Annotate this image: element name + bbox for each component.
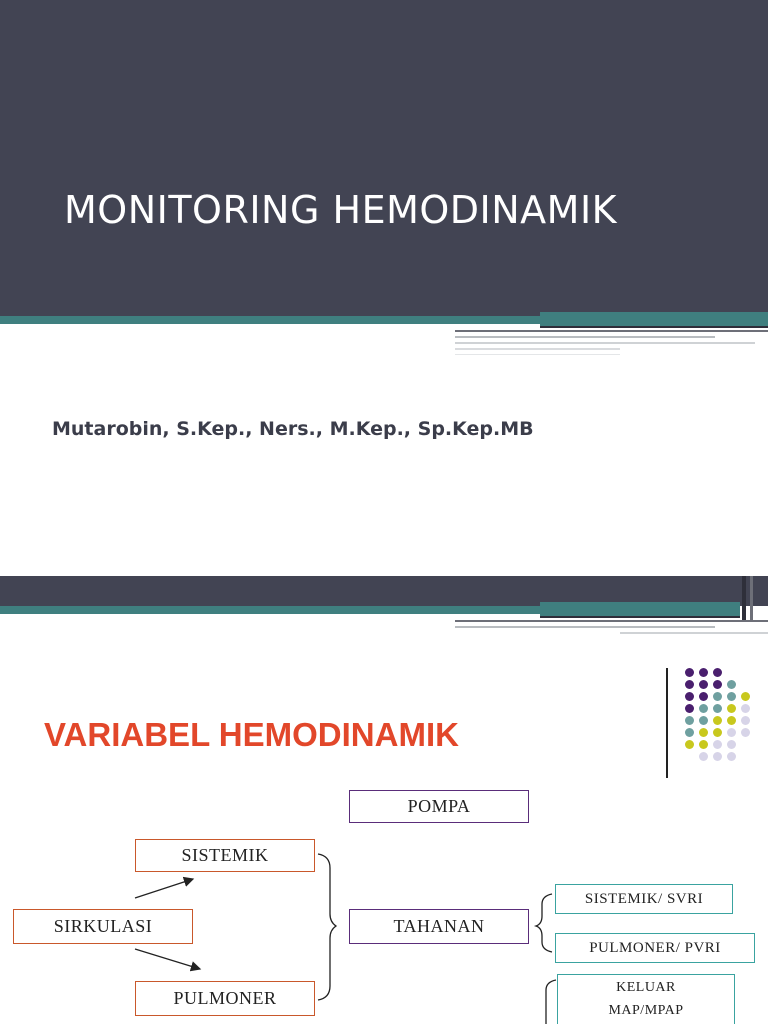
content-slide [0, 576, 768, 1024]
arrow-to-pulmoner [135, 949, 200, 969]
node-sistemik: SISTEMIK [135, 839, 315, 872]
title-slide-header [0, 0, 768, 316]
node-map-mpap-label: MAP/MPAP [608, 1002, 684, 1018]
node-keluar-label: KELUAR [616, 980, 676, 996]
divider-line [455, 354, 620, 355]
curly-brace-tahanan [536, 894, 552, 952]
divider-line [455, 348, 620, 350]
accent-bar-right [540, 312, 768, 326]
divider-line [455, 342, 755, 344]
divider-line [540, 326, 768, 328]
node-sirkulasi: SIRKULASI [13, 909, 193, 944]
curly-brace-large [318, 854, 336, 1000]
accent-bar [0, 316, 540, 324]
node-pompa: POMPA [349, 790, 529, 823]
author-name: Mutarobin, S.Kep., Ners., M.Kep., Sp.Kep.MB [52, 418, 534, 440]
node-pulmoner: PULMONER [135, 981, 315, 1016]
presentation-title: MONITORING HEMODINAMIK [64, 188, 618, 232]
arrow-to-sistemik [135, 879, 193, 898]
node-pulmoner-pvri: PULMONER/ PVRI [555, 933, 755, 963]
divider-line [455, 330, 768, 332]
slide-title: VARIABEL HEMODINAMIK [44, 716, 459, 753]
divider-line [455, 336, 715, 338]
node-keluar [557, 974, 735, 1024]
curly-brace-keluar [546, 980, 556, 1024]
node-sistemik-svri: SISTEMIK/ SVRI [555, 884, 733, 914]
node-tahanan: TAHANAN [349, 909, 529, 944]
